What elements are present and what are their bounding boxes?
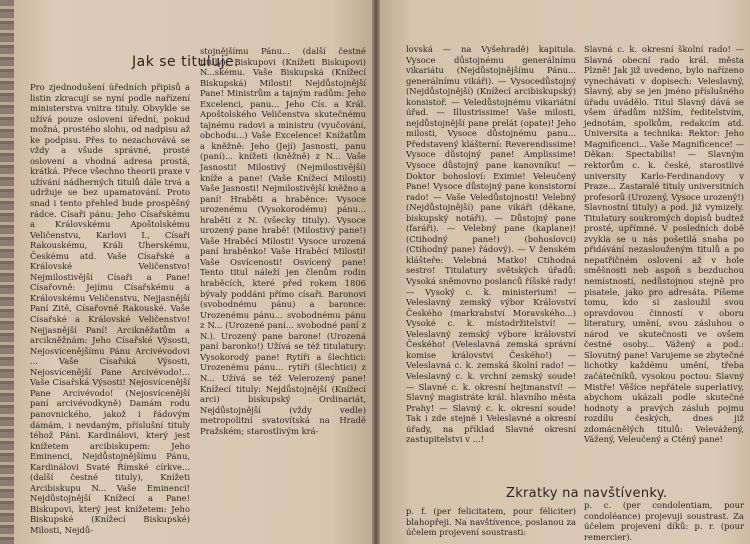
section-title: Zkratky na navštívenky.: [506, 486, 668, 501]
left-column-1: [30, 82, 190, 536]
right-column-1: [406, 44, 576, 445]
page-title: Jak se tituluje.: [132, 54, 240, 70]
right-column-1-text: lovská — na Vyšehradě) kapitula. Vysoce důstojnému generálnímu vikariátu (Nejdůstojnějšímu Pánu... generálnímu vikáři). — Vysocedůstojný (Nejdůstojnější) (Knížecí arcibiskupský) konsistoř. — Veledůstojnému vikariátní úřad. — Illustrissime! Vaše milosti, nejdůstojnější pane prelát (opate)! Jeho milosti, Vysoce důstojnému panu... Představený klášterní: Reverendissime! Vysoce důstojný pane! Amplissime! Vysoce důstojný pane kanovníku! — Doktor bohosloví: Eximie! Veleučený Pane! Vysoce důstojný pane konsistorní rado! — Vaše Veledůstojnosti! Velebný (Nejdůstojnější) pane vikáři (děkane, biskupský notáři). — Důstojný pane (faráři). — Velebný pane (kaplane)! (Ctihodný pane!) (bohoslovci) (Ctihodný pane) řádový). — V ženském klášteře: Velebná Matko! Ctihodná sestro! Titulatury světských úřadů: Vysoká sněmovno poslanců říšské rady! — Vysoký c. k. ministerium! — Veleslavný zemský výbor Království Českého (markrabství Moravského...) Vysoké c. k. místodržitelství! — Veleslavný zemský výbore království Českého! (Veleslavná zemská správní komise království Českého!) — Veleslavná c. k. zemská školní rado! — Veleslavný c. k. vrchní zemský soude! — Slavné c. k. okresní hejtmanství! — Slavný magistráte král. hlavního města Prahy! — Slavný c. k. okresní soude! Tak i zde stejně i Veleslavné a okresní úřady, na příklad Slavné okresní zastupitelstvi v ...!: [406, 44, 576, 445]
right-page: [376, 0, 750, 544]
left-column-2-text: stojnějšímu Pánu... (další čestné tituly), Biskupovi (Knížeti Biskupovi) N...skému. Vaše Biskupská (Knížecí Biskupská) Milosti! Nejdůstojnější Pane! Ministrům a tajným radům: Jeho Excelenci, panu... Jeho Cís. a Král. Apoštolského Veličenstva skutečnému tajnému radovi a ministru (vyučování, obchodu...) Vaše Excelence! Knížatům a kněžně: Jeho (Její) Jasnosti, panu (paní)... knížeti (kněžně) z N... Vaše Jasnosti! Milostivý (Nejmilostivější) kníže a pane! (Vaše Knížecí Milosti) Vaše Jasnosti! Nejmilostivější kněžno a paní! Hraběti a hraběnce: Vysoce urozenému (Vysokorodému) pánu... hraběti z N. (všecky tituly). Vysoce urozený pane hrabě! (Milostivý pane!) Vaše Hraběcí Milosti! Vysoce urozená paní hraběnko! Vaše Hraběcí Milosti! Vaše Osvícenosti! Osvícený pane! Tento titul náleží jen členům rodin hraběcích, které před rokem 1806 bývaly poddáni přímo císaři. Baronovi (svobodnému pánu) a baronce: Urozenému pánu... svobodnému pánu z N... (Urozené paní... svobodné paní z N.). Urozený pane barone! (Urozená paní baronko!) Užívá se též titulatury: Vysokorodý pane! Rytíři a šlechtici: Urozenému pánu... rytíři (šlechtici) z N... Užívá se též Velerozený pane! Knížecí tituly: Nejdůstojnější (Knížecí arci) biskupský Ordinariát, Nejdůstojnější (vždy vedle) metropolitní svatovítská na Hradě Pražském; starostlivým krá-: [200, 46, 366, 436]
abbrev-left: [406, 506, 576, 538]
right-column-2-text: Slavná c. k. okresní školní rado! — Slavná obecní rado král. města Plzně! Jak již uvedeno, bylo nařízeno vynechávati v dopisech: Veleslavný, Slavný, aby se jen jméno příslušného úřadu uvádělo. Titul Slavný dává se všem úřadům nižším, ředitelstvím, jednotám, spolkům, redakcím atd. Universita a technika: Rektor: Jeho Magnificenci... Vaše Magnificence! — Děkan: Spectabilis! — Slavným rektorům c. k. české, starostlivé university Karlo-Ferdinandovy v Praze... Zastaralé tituly universitních profesorů (Urozený, Vysoce urozený!) Slavnostní tituly) a pod. již vymizely. Titulatury soukromých dopisů budtež prosté, upřímné. V posledních době zvykla se u nás pošetilá snaha po přidávání nezaslouženým titulů a po nepatřičném oslovení až v hole směšnosti neb aspoň s bezduchou nemístností, nedůstojnou stejně pro pisatele, jako pro adresáta. Píšeme tomu, kdo si zasloužil svou opravdovou činností v oboru literatury, umění, svou zásluhou o národ ve skutečnosti ve ovšem čestné osoby... Vážený a pod.: Slovutný pane! Varujeme se zbytečné lichotky každému umění, třeba začátečníků, vysokou poctou: Slavný Mistře! Věšíce nepřátele superlativy, abychom ukázali podle skutečné hodnoty a pravých zásluh pojmu rozdílu českých, dnes již zdomácnělých titulů: Velevážený, Vážený, Veleučený a Ctěný pane!: [584, 44, 744, 445]
book-page-edges: [0, 0, 14, 544]
abbrev-right: [584, 500, 744, 542]
left-column-1-text: Pro zjednodušení úředních připisů a listin zkracují se nyní podle nařízení ministerstva vnitra tituly. Obvykle se užívá pouze oslovení úřední, pokud možná, prostého slohu, od nadpisu až ke podpisu. Přes to nezachovává se vždy a všude správné, prosté oslovení a vhodná adresa prostá, krátká. Přece všechno theorii praxe v užívání nádherných titulů dále trvá a udržuje se bez upamatování. Proto snad i tento přehled bude prospěšný rádce. Císaři pánu: Jeho Císařskému a Královskému Apoštolskému Veličenstvu, Karlovi I., Císaři Rakouskému, Králi Uherskému, Českému atd. Vaše Císařské a Královské Veličenstvo! Nejmilostivější Císaři a Pane! Císařovně: Jejímu Císařskému a Královskému Veličenstvu, Nejjasnější Paní Zitě, Císařovně Rakouské. Vaše Císařské a Královské Veličenstvo! Nejjasnější Paní! Arcikněžatům a arcikněžnám: Jeho Císařské Výsosti, Nejosvícenějšímu Pánu Arcivévodovi ... Vaše Císařská Výsosti, Nejosvícenější Pane Arcivévodo!... Vaše Císařská Výsosti! Nejosvícenější Pane Arcivévodo! (Nejosvícenější paní arcivévodkyně) Damám rodu panovnického, jakož i řádovým dámám, i nevdaným, příslušní tituly téhož Páni. Kardinálovi, který jest knížetem arcibiskupem: Jeho Eminenci, Nejdůstojnějšímu Pánu, Kardinálovi Svaté Římské církve... (další čestné tituly), Knížeti Arcibiskupu N... Vaše Eminenci! Nejdůstojnější Knížecí a Pane! Biskupovi, který jest knížetem: Jeho Biskupské (Knížecí Biskupské) Milosti, Nejdů-: [30, 82, 190, 535]
left-page: [14, 0, 376, 544]
book-gutter: [372, 0, 380, 544]
right-column-2: [584, 44, 744, 445]
abbrev-left-text: p. f. (per felicitatem, pour féliciter) blahopřeji. Na navštívence, poslanou za účelem projevení soustrasti:: [406, 506, 576, 538]
abbrev-right-text: p. c. (per condolentiam, pour condoléance) projevuji soustrast. Za účelem projevení díků: p. r. (pour remercier).: [584, 500, 744, 542]
left-column-2: [200, 46, 366, 436]
